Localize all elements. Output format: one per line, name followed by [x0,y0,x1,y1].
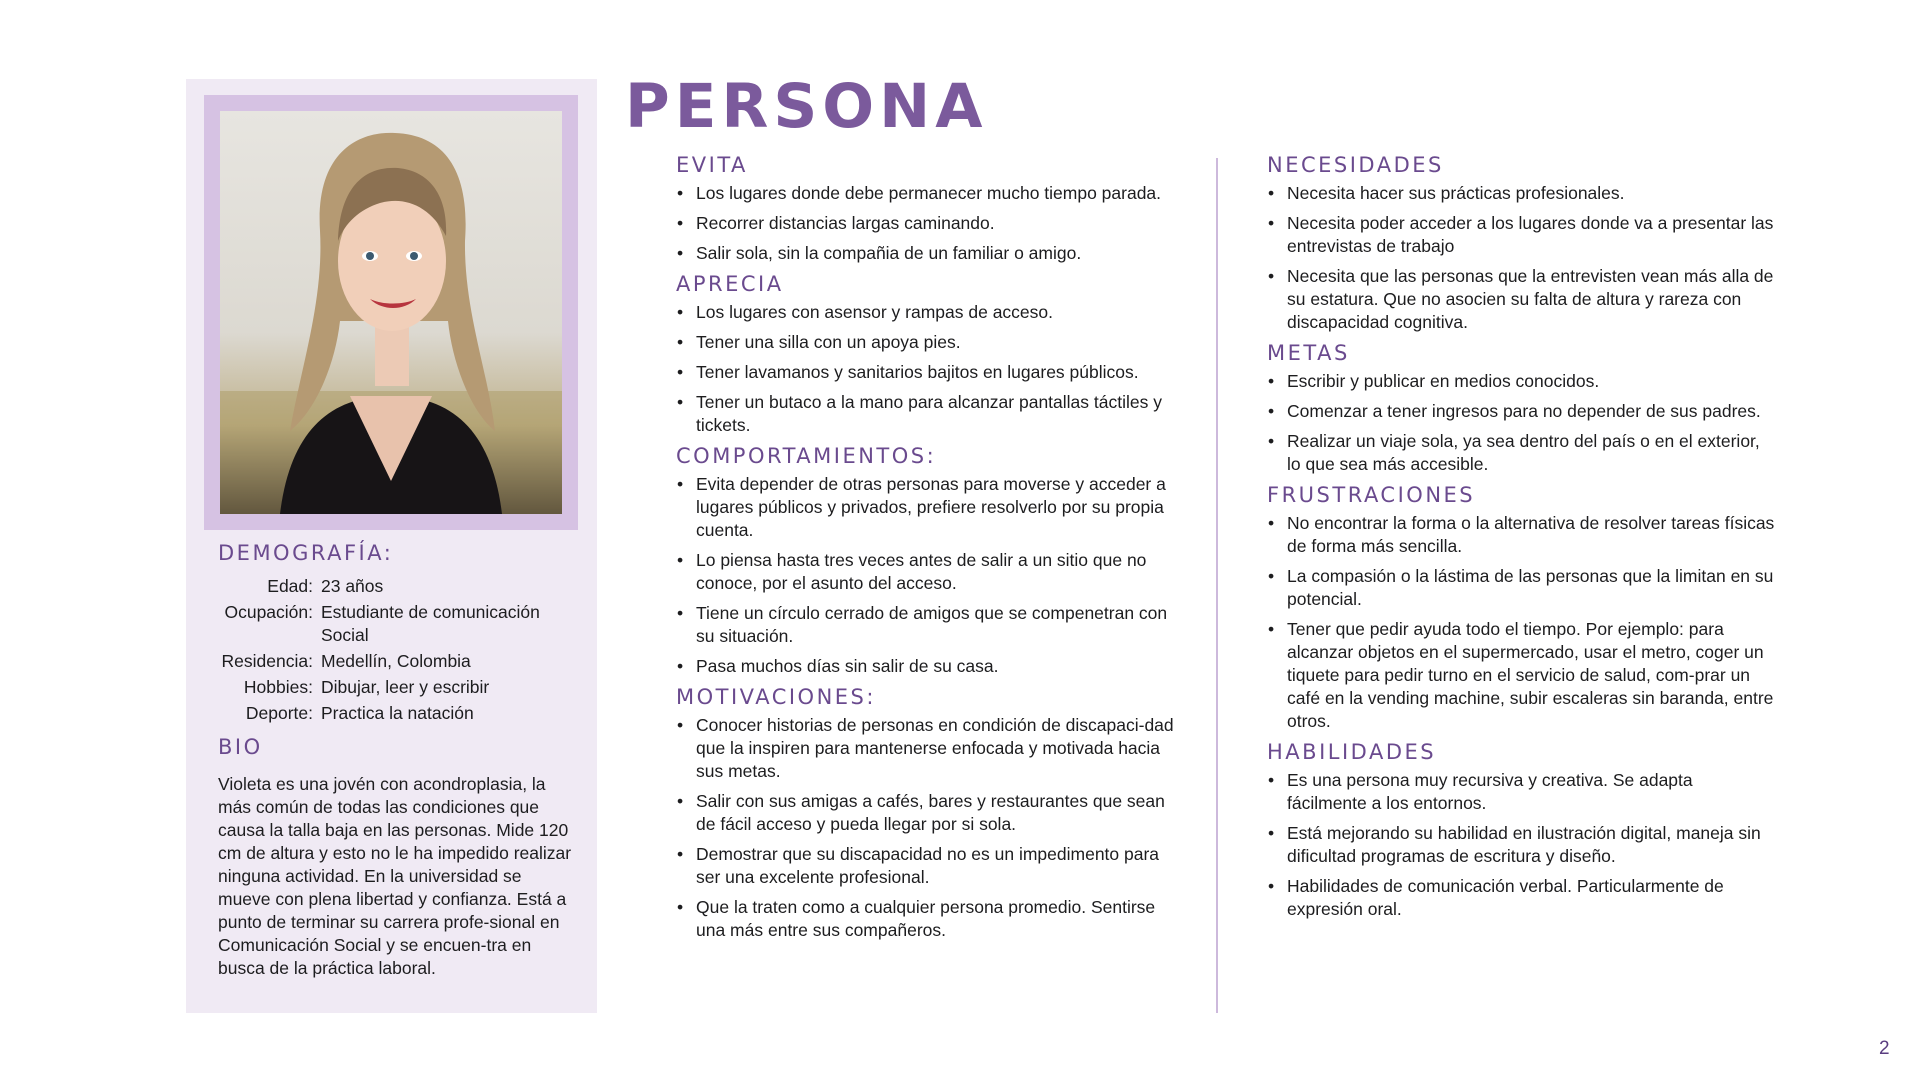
list-item: • Realizar un viaje sola, ya sea dentro del país o en el exterior, lo que sea más accesible. [1267,430,1777,476]
section-heading-frustraciones: FRUSTRACIONES [1267,483,1476,507]
list-item: • Demostrar que su discapacidad no es un impedimento para ser una excelente profesional. [676,843,1181,889]
list-item: • Salir con sus amigas a cafés, bares y restaurantes que sean de fácil acceso y pueda llegar por si sola. [676,790,1181,836]
demo-value: Estudiante de comunicación Social [321,602,540,645]
persona-sidebar [186,79,597,1013]
page-title: PERSONA [625,71,988,142]
demo-value: Medellín, Colombia [321,651,471,671]
list-item: • Necesita que las personas que la entrevisten vean más alla de su estatura. Que no asocien su falta de altura y rareza con discapacidad cognitiva. [1267,265,1777,334]
list-item: • Comenzar a tener ingresos para no depender de sus padres. [1267,400,1777,423]
bio-heading: BIO [218,735,263,759]
demo-value: Dibujar, leer y escribir [321,677,490,697]
list-item: • Necesita hacer sus prácticas profesionales. [1267,182,1777,205]
demo-label: Hobbies: [243,677,313,697]
demo-label: Deporte: [245,703,313,723]
list-item: • Habilidades de comunicación verbal. Particularmente de expresión oral. [1267,875,1777,921]
persona-photo [220,111,562,514]
list-item: • Necesita poder acceder a los lugares donde va a presentar las entrevistas de trabajo [1267,212,1777,258]
demo-row-residence [218,650,578,673]
list-item: • Los lugares donde debe permanecer mucho tiempo parada. [676,182,1181,205]
section-heading-habilidades: HABILIDADES [1267,740,1437,764]
list-item: • No encontrar la forma o la alternativa de resolver tareas físicas de forma más sencilla. [1267,512,1777,558]
section-list-motivaciones [676,714,1181,942]
section-list-evita [676,182,1181,265]
section-list-aprecia [676,301,1181,437]
list-item: • Lo piensa hasta tres veces antes de salir a un sitio que no conoce, por el asunto del acceso. [676,549,1181,595]
list-item: • Que la traten como a cualquier persona promedio. Sentirse una más entre sus compañeros. [676,896,1181,942]
demo-label: Edad: [267,576,313,596]
demographics-section [218,541,578,728]
section-list-habilidades [1267,769,1777,921]
bio-text: Violeta es una jovén con acondroplasia, la más común de todas las condiciones que causa la talla baja en las personas. Mide 120 cm de altura y esto no le ha impedido realizar ninguna actividad. En la universidad se mueve con plena libertad y confianza. Está a punto de terminar su carrera profe-sional en Comunicación Social y se encuen-tra en busca de la práctica laboral. [218,774,572,978]
list-item: • Tener una silla con un apoya pies. [676,331,1181,354]
demo-row-sport [218,702,578,725]
list-item: • La compasión o la lástima de las personas que la limitan en su potencial. [1267,565,1777,611]
demo-label: Residencia: [221,651,313,671]
demo-value: 23 años [321,576,384,596]
section-heading-motivaciones: MOTIVACIONES: [676,685,876,709]
demo-row-occupation [218,601,578,647]
section-list-necesidades [1267,182,1777,334]
section-heading-comportamientos: COMPORTAMIENTOS: [676,444,937,468]
section-heading-evita: EVITA [676,153,748,177]
demo-label: Ocupación: [224,602,313,622]
demo-value: Practica la natación [321,703,474,723]
list-item: • Tener que pedir ayuda todo el tiempo. Por ejemplo: para alcanzar objetos en el supermercado, usar el metro, coger un tiquete para pedir turno en el servicio de salud, com-prar un café en la vending machine, subir escaleras sin baranda, entre otros. [1267,618,1777,733]
list-item: • Escribir y publicar en medios conocidos. [1267,370,1777,393]
section-list-metas [1267,370,1777,476]
right-column [1267,153,1777,928]
section-heading-metas: METAS [1267,341,1350,365]
list-item: • Está mejorando su habilidad en ilustración digital, maneja sin dificultad programas de escritura y diseño. [1267,822,1777,868]
list-item: • Pasa muchos días sin salir de su casa. [676,655,1181,678]
section-list-comportamientos [676,473,1181,678]
list-item: • Es una persona muy recursiva y creativa. Se adapta fácilmente a los entornos. [1267,769,1777,815]
list-item: • Evita depender de otras personas para moverse y acceder a lugares públicos y privados, prefiere resolverlo por su propia cuenta. [676,473,1181,542]
portrait-illustration [220,111,562,514]
list-item: • Tiene un círculo cerrado de amigos que se compenetran con su situación. [676,602,1181,648]
bio-section [218,735,578,980]
demographics-heading: DEMOGRAFÍA: [218,541,394,565]
section-list-frustraciones [1267,512,1777,733]
page-number: 2 [1879,1038,1890,1059]
list-item: • Recorrer distancias largas caminando. [676,212,1181,235]
photo-frame [204,95,578,530]
list-item: • Tener un butaco a la mano para alcanzar pantallas táctiles y tickets. [676,391,1181,437]
demo-row-age [218,575,578,598]
list-item: • Los lugares con asensor y rampas de acceso. [676,301,1181,324]
list-item: • Conocer historias de personas en condición de discapaci-dad que la inspiren para mantenerse enfocada y motivada hacia sus metas. [676,714,1181,783]
section-heading-aprecia: APRECIA [676,272,784,296]
demo-row-hobbies [218,676,578,699]
list-item: • Salir sola, sin la compañia de un familiar o amigo. [676,242,1181,265]
left-column [676,153,1181,949]
list-item: • Tener lavamanos y sanitarios bajitos en lugares públicos. [676,361,1181,384]
section-heading-necesidades: NECESIDADES [1267,153,1444,177]
column-divider [1216,158,1218,1013]
